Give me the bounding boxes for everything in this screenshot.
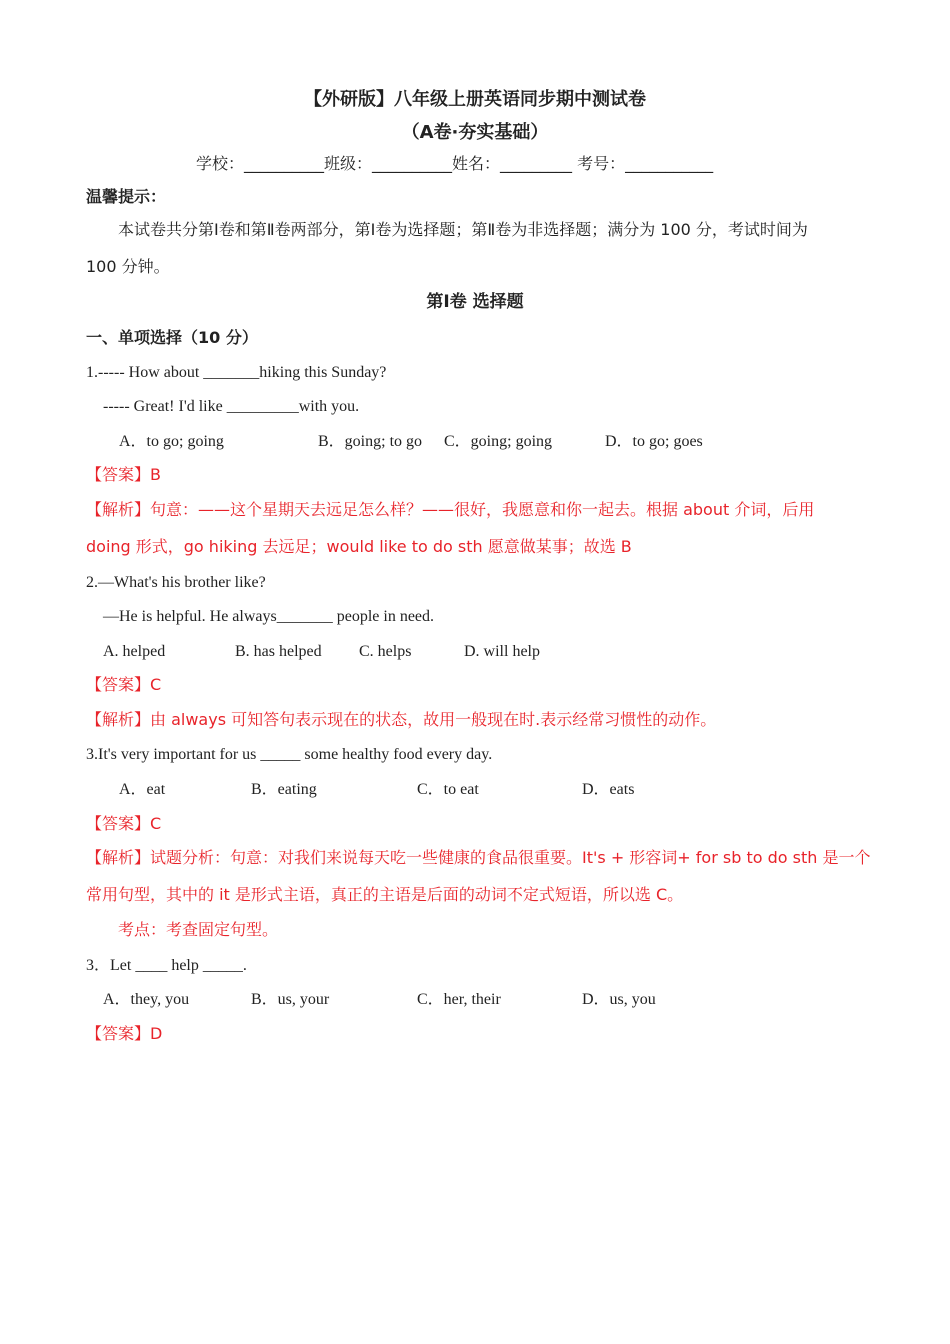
q3-stem: 3.It's very important for us _____ some healthy food every day. bbox=[86, 746, 493, 763]
q3-analysis-line2: 常用句型，其中的 it 是形式主语，真正的主语是后面的动词不定式短语，所以选 C。 bbox=[86, 885, 684, 904]
q3-option-b: B．eating bbox=[251, 781, 317, 798]
q2-answer: 【答案】C bbox=[86, 675, 162, 694]
part-title: 一、单项选择（10 分） bbox=[86, 328, 258, 347]
q2-stem-line2: —He is helpful. He always_______ people in need. bbox=[103, 608, 435, 625]
q3-analysis-line1: 【解析】试题分析：句意：对我们来说每天吃一些健康的食品很重要。It's + 形容词+ for sb to do sth 是一个 bbox=[86, 848, 871, 867]
tips-label: 温馨提示： bbox=[86, 187, 167, 206]
page-title: 【外研版】八年级上册英语同步期中测试卷 bbox=[304, 89, 646, 110]
q1-analysis-line2: doing 形式，go hiking 去远足；would like to do sth 愿意做某事；故选 B bbox=[86, 537, 632, 556]
tips-text-line2: 100 分钟。 bbox=[86, 257, 170, 276]
q1-option-a: A．to go; going bbox=[119, 433, 224, 450]
q4-stem: 3．Let ____ help _____. bbox=[86, 957, 247, 974]
q2-option-d: D. will help bbox=[464, 643, 540, 660]
q4-option-a: A．they, you bbox=[103, 991, 190, 1008]
section-title: 第Ⅰ卷 选择题 bbox=[426, 292, 524, 312]
tips-text-line1: 本试卷共分第Ⅰ卷和第Ⅱ卷两部分，第Ⅰ卷为选择题；第Ⅱ卷为非选择题；满分为 100 分，考试时间为 bbox=[118, 220, 808, 239]
q3-option-d: D．eats bbox=[582, 781, 635, 798]
q1-option-c: C．going; going bbox=[444, 433, 553, 450]
q3-option-a: A．eat bbox=[119, 781, 166, 798]
page-subtitle: （A卷·夯实基础） bbox=[401, 122, 549, 143]
q1-stem-line2: ----- Great! I'd like _________with you. bbox=[103, 398, 360, 415]
q2-option-a: A. helped bbox=[103, 643, 166, 660]
q3-point: 考点：考查固定句型。 bbox=[118, 920, 279, 939]
q2-option-c: C. helps bbox=[359, 643, 412, 660]
q4-option-d: D．us, you bbox=[582, 991, 656, 1008]
q2-stem-line1: 2.—What's his brother like? bbox=[86, 574, 266, 591]
q1-option-b: B．going; to go bbox=[318, 433, 423, 450]
q4-option-b: B．us, your bbox=[251, 991, 330, 1008]
q2-analysis: 【解析】由 always 可知答句表示现在的状态，故用一般现在时.表示经常习惯性的动作。 bbox=[86, 710, 717, 729]
student-info-line: 学校：__________班级：__________姓名：_________ 考号：___________ bbox=[196, 154, 714, 173]
q1-answer: 【答案】B bbox=[86, 465, 161, 484]
q1-stem-line1: 1.----- How about _______hiking this Sunday? bbox=[86, 364, 387, 381]
q2-option-b: B. has helped bbox=[235, 643, 322, 660]
q4-option-c: C．her, their bbox=[417, 991, 501, 1008]
q3-option-c: C．to eat bbox=[417, 781, 479, 798]
q4-answer: 【答案】D bbox=[86, 1024, 163, 1043]
q3-answer: 【答案】C bbox=[86, 814, 162, 833]
q1-analysis-line1: 【解析】句意：——这个星期天去远足怎么样？——很好，我愿意和你一起去。根据 about 介词，后用 bbox=[86, 500, 815, 519]
q1-option-d: D．to go; goes bbox=[605, 433, 703, 450]
